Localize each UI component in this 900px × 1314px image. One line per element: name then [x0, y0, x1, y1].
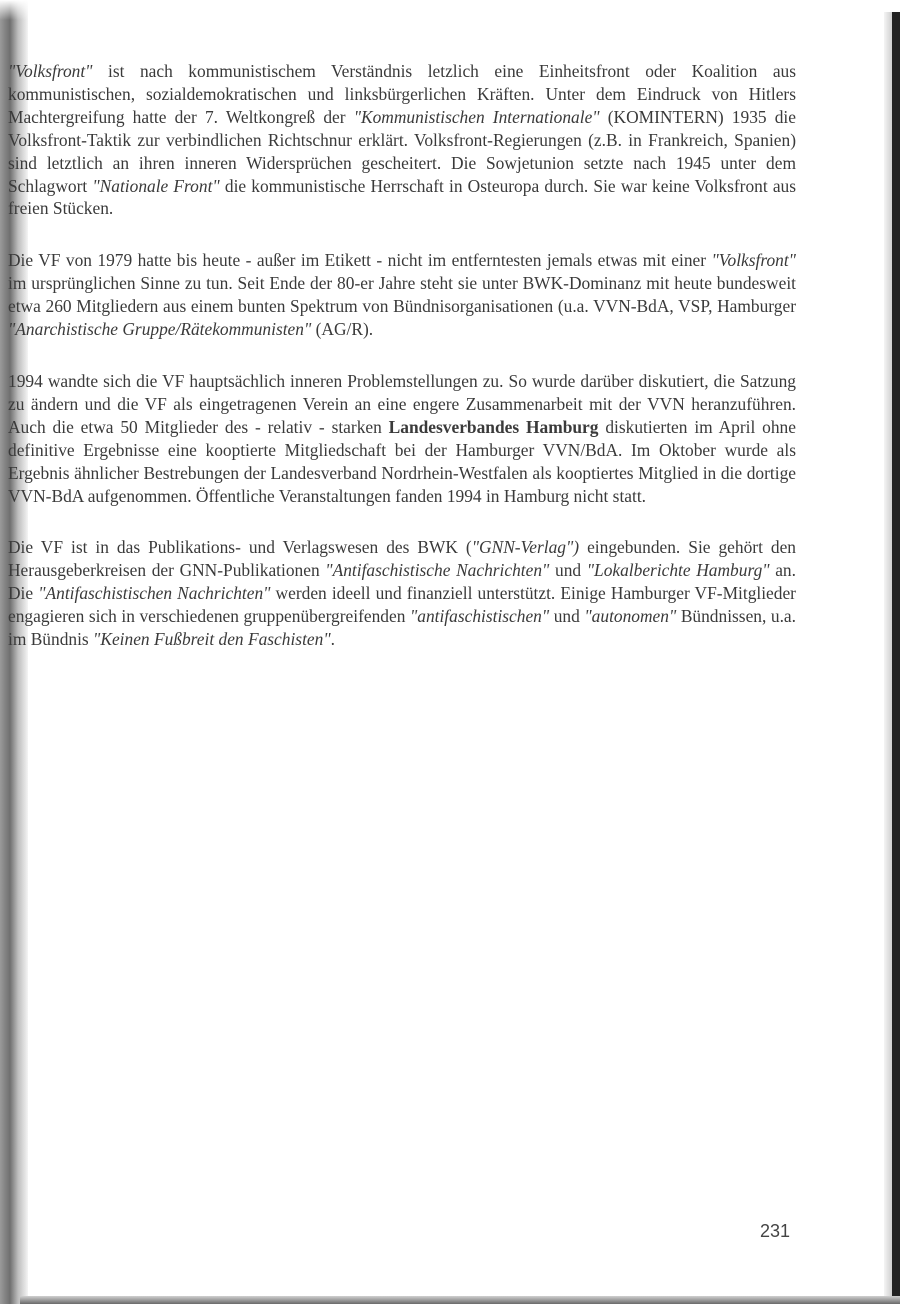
- text-run: Die VF von 1979 hatte bis heute - außer im Etikett - nicht im entferntesten jemals etwas mit einer: [8, 250, 712, 271]
- quoted-term: "Keinen Fußbreit den Faschisten": [93, 629, 331, 650]
- text-run: Die VF ist in das Publikations- und Verlagswesen des BWK (: [8, 537, 472, 558]
- page-bottom-edge: [20, 1296, 900, 1304]
- quoted-term: "Lokalberichte Hamburg": [586, 560, 770, 581]
- page-body: [8, 60, 796, 680]
- quoted-term: "autonomen": [584, 606, 677, 627]
- text-run: .: [330, 629, 335, 650]
- quoted-term: "Nationale Front": [92, 175, 220, 196]
- quoted-term: "GNN-Verlag"): [471, 537, 580, 558]
- text-run: und: [549, 606, 585, 627]
- text-run: 1994 wandte sich die VF hauptsächlich inneren Problemstellungen zu. So wurde darüber diskutiert, die Satzung zu ändern und die VF als eingetragenen Verein an eine engere Zusammenarbeit mit der VVN heranzuführen. Auch die etwa 50 Mitglieder des - relativ - starken: [8, 370, 796, 437]
- text-run: im ursprünglichen Sinne zu tun. Seit Ende der 80-er Jahre steht sie unter BWK-Dominanz mit heute bundesweit etwa 260 Mitgliedern aus einem bunten Spektrum von Bündnisorganisationen (u.a. VVN-BdA, VSP, Hamburger: [8, 273, 796, 317]
- scanner-right-border: [892, 12, 900, 1314]
- page-edge-shading: [884, 12, 892, 1302]
- page-number: 231: [760, 1221, 791, 1241]
- quoted-term: "Anarchistische Gruppe/Rätekommunisten": [8, 319, 312, 340]
- quoted-term: "Kommunistischen Internationale": [353, 106, 600, 127]
- paragraph-1994-activities: [8, 370, 796, 507]
- text-run: (KOMINTERN) 1935 die Volksfront-Taktik zur verbindlichen Richtschnur erklärt. Volksfront-Regierungen (z.B. in Frankreich, Spanien) sind letztlich an ihren inneren Widersprüchen gescheitert. Die Sowjetunion setzte nach 1945 unter dem Schlagwort: [8, 106, 796, 196]
- paragraph-vf-1979: [8, 249, 796, 341]
- quoted-term: "Antifaschistischen Nachrichten": [38, 583, 271, 604]
- text-run: Bündnissen, u.a. im Bündnis: [8, 606, 796, 650]
- quoted-term: "Volksfront": [711, 250, 796, 271]
- emphasis-bold: Landesverbandes Hamburg: [388, 416, 599, 437]
- quoted-term: "Antifaschistische Nachrichten": [325, 560, 550, 581]
- paragraph-publications: [8, 536, 796, 651]
- text-run: werden ideell und finanziell unterstützt. Einige Hamburger VF-Mitglieder engagieren sich in verschiedenen gruppenübergreifenden: [8, 583, 796, 627]
- quoted-term: "Volksfront": [8, 61, 93, 81]
- page-corner-highlight: [0, 0, 40, 20]
- paragraph-volksfront-definition: [8, 60, 796, 220]
- text-run: eingebunden. Sie gehört den Herausgeberkreisen der GNN-Publikationen: [8, 537, 797, 581]
- text-run: und: [549, 560, 587, 581]
- quoted-term: "antifaschistischen": [409, 606, 550, 627]
- text-run: diskutierten im April ohne definitive Ergebnisse eine kooptierte Mitgliedschaft bei der Hamburger VVN/BdA. Im Oktober wurde als Ergebnis ähnlicher Bestrebungen der Landesverband Nordrhein-Westfalen als kooptiertes Mitglied in die dortige VVN-BdA aufgenommen. Öffentliche Veranstaltungen fanden 1994 in Hamburg nicht statt.: [8, 416, 796, 506]
- text-run: an. Die: [8, 560, 796, 604]
- text-run: die kommunistische Herrschaft in Osteuropa durch. Sie war keine Volksfront aus freien Stücken.: [8, 175, 797, 219]
- text-run: ist nach kommunistischem Verständnis letzlich eine Einheitsfront oder Koalition aus kommunistischen, sozialdemokratischen und linksbürgerlichen Kräften. Unter dem Eindruck von Hitlers Machtergreifung hatte der 7. Weltkongreß der: [8, 61, 796, 127]
- text-run: (AG/R).: [311, 319, 374, 340]
- scan-bottom-margin: [0, 1304, 900, 1314]
